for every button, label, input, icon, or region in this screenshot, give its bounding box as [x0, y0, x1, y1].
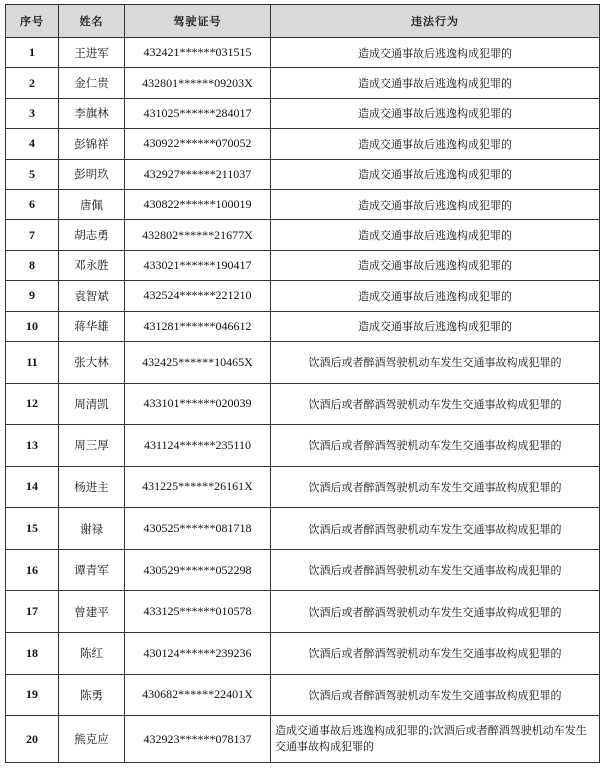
row-name: 陈红: [59, 633, 125, 675]
row-name: 周三厚: [59, 425, 125, 467]
row-index: 8: [6, 250, 59, 280]
table-header-row: [6, 5, 600, 38]
header-violation: 违法行为: [271, 5, 600, 38]
row-index: 18: [6, 633, 59, 675]
row-license: 433021******190417: [125, 250, 271, 280]
row-violation: 造成交通事故后逃逸构成犯罪的: [271, 38, 600, 68]
row-index: 13: [6, 425, 59, 467]
table-row: [6, 549, 600, 591]
row-index: 9: [6, 281, 59, 311]
row-violation: 造成交通事故后逃逸构成犯罪的: [271, 159, 600, 189]
row-violation: 饮酒后或者醉酒驾驶机动车发生交通事故构成犯罪的: [271, 425, 600, 467]
row-violation: 造成交通事故后逃逸构成犯罪的;饮酒后或者醉酒驾驶机动车发生交通事故构成犯罪的: [271, 716, 600, 763]
row-violation: 饮酒后或者醉酒驾驶机动车发生交通事故构成犯罪的: [271, 633, 600, 675]
violator-table: [5, 4, 600, 763]
row-license: 433125******010578: [125, 591, 271, 633]
table-row: [6, 129, 600, 159]
row-license: 430922******070052: [125, 129, 271, 159]
row-license: 432421******031515: [125, 38, 271, 68]
row-index: 15: [6, 508, 59, 550]
table-row: [6, 281, 600, 311]
row-license: 432802******21677X: [125, 220, 271, 250]
row-index: 14: [6, 466, 59, 508]
row-violation: 造成交通事故后逃逸构成犯罪的: [271, 220, 600, 250]
row-license: 432801******09203X: [125, 68, 271, 98]
row-license: 433101******020039: [125, 383, 271, 425]
table-row: [6, 68, 600, 98]
table-row: [6, 341, 600, 383]
row-license: 432923******078137: [125, 716, 271, 763]
row-license: 431025******284017: [125, 98, 271, 128]
row-license: 430124******239236: [125, 633, 271, 675]
row-license: 432927******211037: [125, 159, 271, 189]
row-name: 邓永胜: [59, 250, 125, 280]
row-violation: 饮酒后或者醉酒驾驶机动车发生交通事故构成犯罪的: [271, 549, 600, 591]
table-row: [6, 159, 600, 189]
row-name: 曾建平: [59, 591, 125, 633]
row-index: 10: [6, 311, 59, 341]
table-row: [6, 220, 600, 250]
table-row: [6, 383, 600, 425]
row-name: 陈勇: [59, 674, 125, 716]
row-violation: 造成交通事故后逃逸构成犯罪的: [271, 189, 600, 219]
header-index: 序号: [6, 5, 59, 38]
row-license: 431225******26161X: [125, 466, 271, 508]
table-row: [6, 250, 600, 280]
table-row: [6, 189, 600, 219]
row-violation: 饮酒后或者醉酒驾驶机动车发生交通事故构成犯罪的: [271, 466, 600, 508]
row-name: 杨进主: [59, 466, 125, 508]
row-name: 熊克应: [59, 716, 125, 763]
row-violation: 饮酒后或者醉酒驾驶机动车发生交通事故构成犯罪的: [271, 341, 600, 383]
row-violation: 造成交通事故后逃逸构成犯罪的: [271, 129, 600, 159]
row-name: 王进军: [59, 38, 125, 68]
row-index: 16: [6, 549, 59, 591]
row-violation: 造成交通事故后逃逸构成犯罪的: [271, 68, 600, 98]
table-row: [6, 716, 600, 763]
row-license: 430822******100019: [125, 189, 271, 219]
table-row: [6, 508, 600, 550]
header-license: 驾驶证号: [125, 5, 271, 38]
row-name: 袁智斌: [59, 281, 125, 311]
row-violation: 饮酒后或者醉酒驾驶机动车发生交通事故构成犯罪的: [271, 674, 600, 716]
row-violation: 饮酒后或者醉酒驾驶机动车发生交通事故构成犯罪的: [271, 508, 600, 550]
row-name: 金仁贵: [59, 68, 125, 98]
row-violation: 造成交通事故后逃逸构成犯罪的: [271, 311, 600, 341]
table-body: [6, 38, 600, 763]
row-name: 谢禄: [59, 508, 125, 550]
row-index: 11: [6, 341, 59, 383]
row-index: 17: [6, 591, 59, 633]
row-name: 蒋华雄: [59, 311, 125, 341]
table-row: [6, 633, 600, 675]
table-row: [6, 98, 600, 128]
row-index: 20: [6, 716, 59, 763]
row-license: 431124******235110: [125, 425, 271, 467]
row-license: 430529******052298: [125, 549, 271, 591]
table-row: [6, 674, 600, 716]
table-row: [6, 591, 600, 633]
row-index: 1: [6, 38, 59, 68]
table-row: [6, 38, 600, 68]
row-name: 张大林: [59, 341, 125, 383]
row-license: 430682******22401X: [125, 674, 271, 716]
row-index: 4: [6, 129, 59, 159]
row-index: 19: [6, 674, 59, 716]
row-violation: 造成交通事故后逃逸构成犯罪的: [271, 281, 600, 311]
row-violation: 饮酒后或者醉酒驾驶机动车发生交通事故构成犯罪的: [271, 383, 600, 425]
row-license: 432425******10465X: [125, 341, 271, 383]
row-index: 2: [6, 68, 59, 98]
row-index: 7: [6, 220, 59, 250]
row-violation: 饮酒后或者醉酒驾驶机动车发生交通事故构成犯罪的: [271, 591, 600, 633]
row-name: 唐佩: [59, 189, 125, 219]
row-name: 谭青军: [59, 549, 125, 591]
row-license: 430525******081718: [125, 508, 271, 550]
row-name: 彭锦祥: [59, 129, 125, 159]
row-index: 6: [6, 189, 59, 219]
row-name: 李旗林: [59, 98, 125, 128]
row-violation: 造成交通事故后逃逸构成犯罪的: [271, 98, 600, 128]
row-violation: 造成交通事故后逃逸构成犯罪的: [271, 250, 600, 280]
table-row: [6, 425, 600, 467]
row-name: 胡志勇: [59, 220, 125, 250]
row-license: 432524******221210: [125, 281, 271, 311]
row-index: 5: [6, 159, 59, 189]
header-name: 姓名: [59, 5, 125, 38]
table-row: [6, 311, 600, 341]
row-index: 12: [6, 383, 59, 425]
row-license: 431281******046612: [125, 311, 271, 341]
row-name: 周清凯: [59, 383, 125, 425]
row-name: 彭明玖: [59, 159, 125, 189]
row-index: 3: [6, 98, 59, 128]
table-row: [6, 466, 600, 508]
